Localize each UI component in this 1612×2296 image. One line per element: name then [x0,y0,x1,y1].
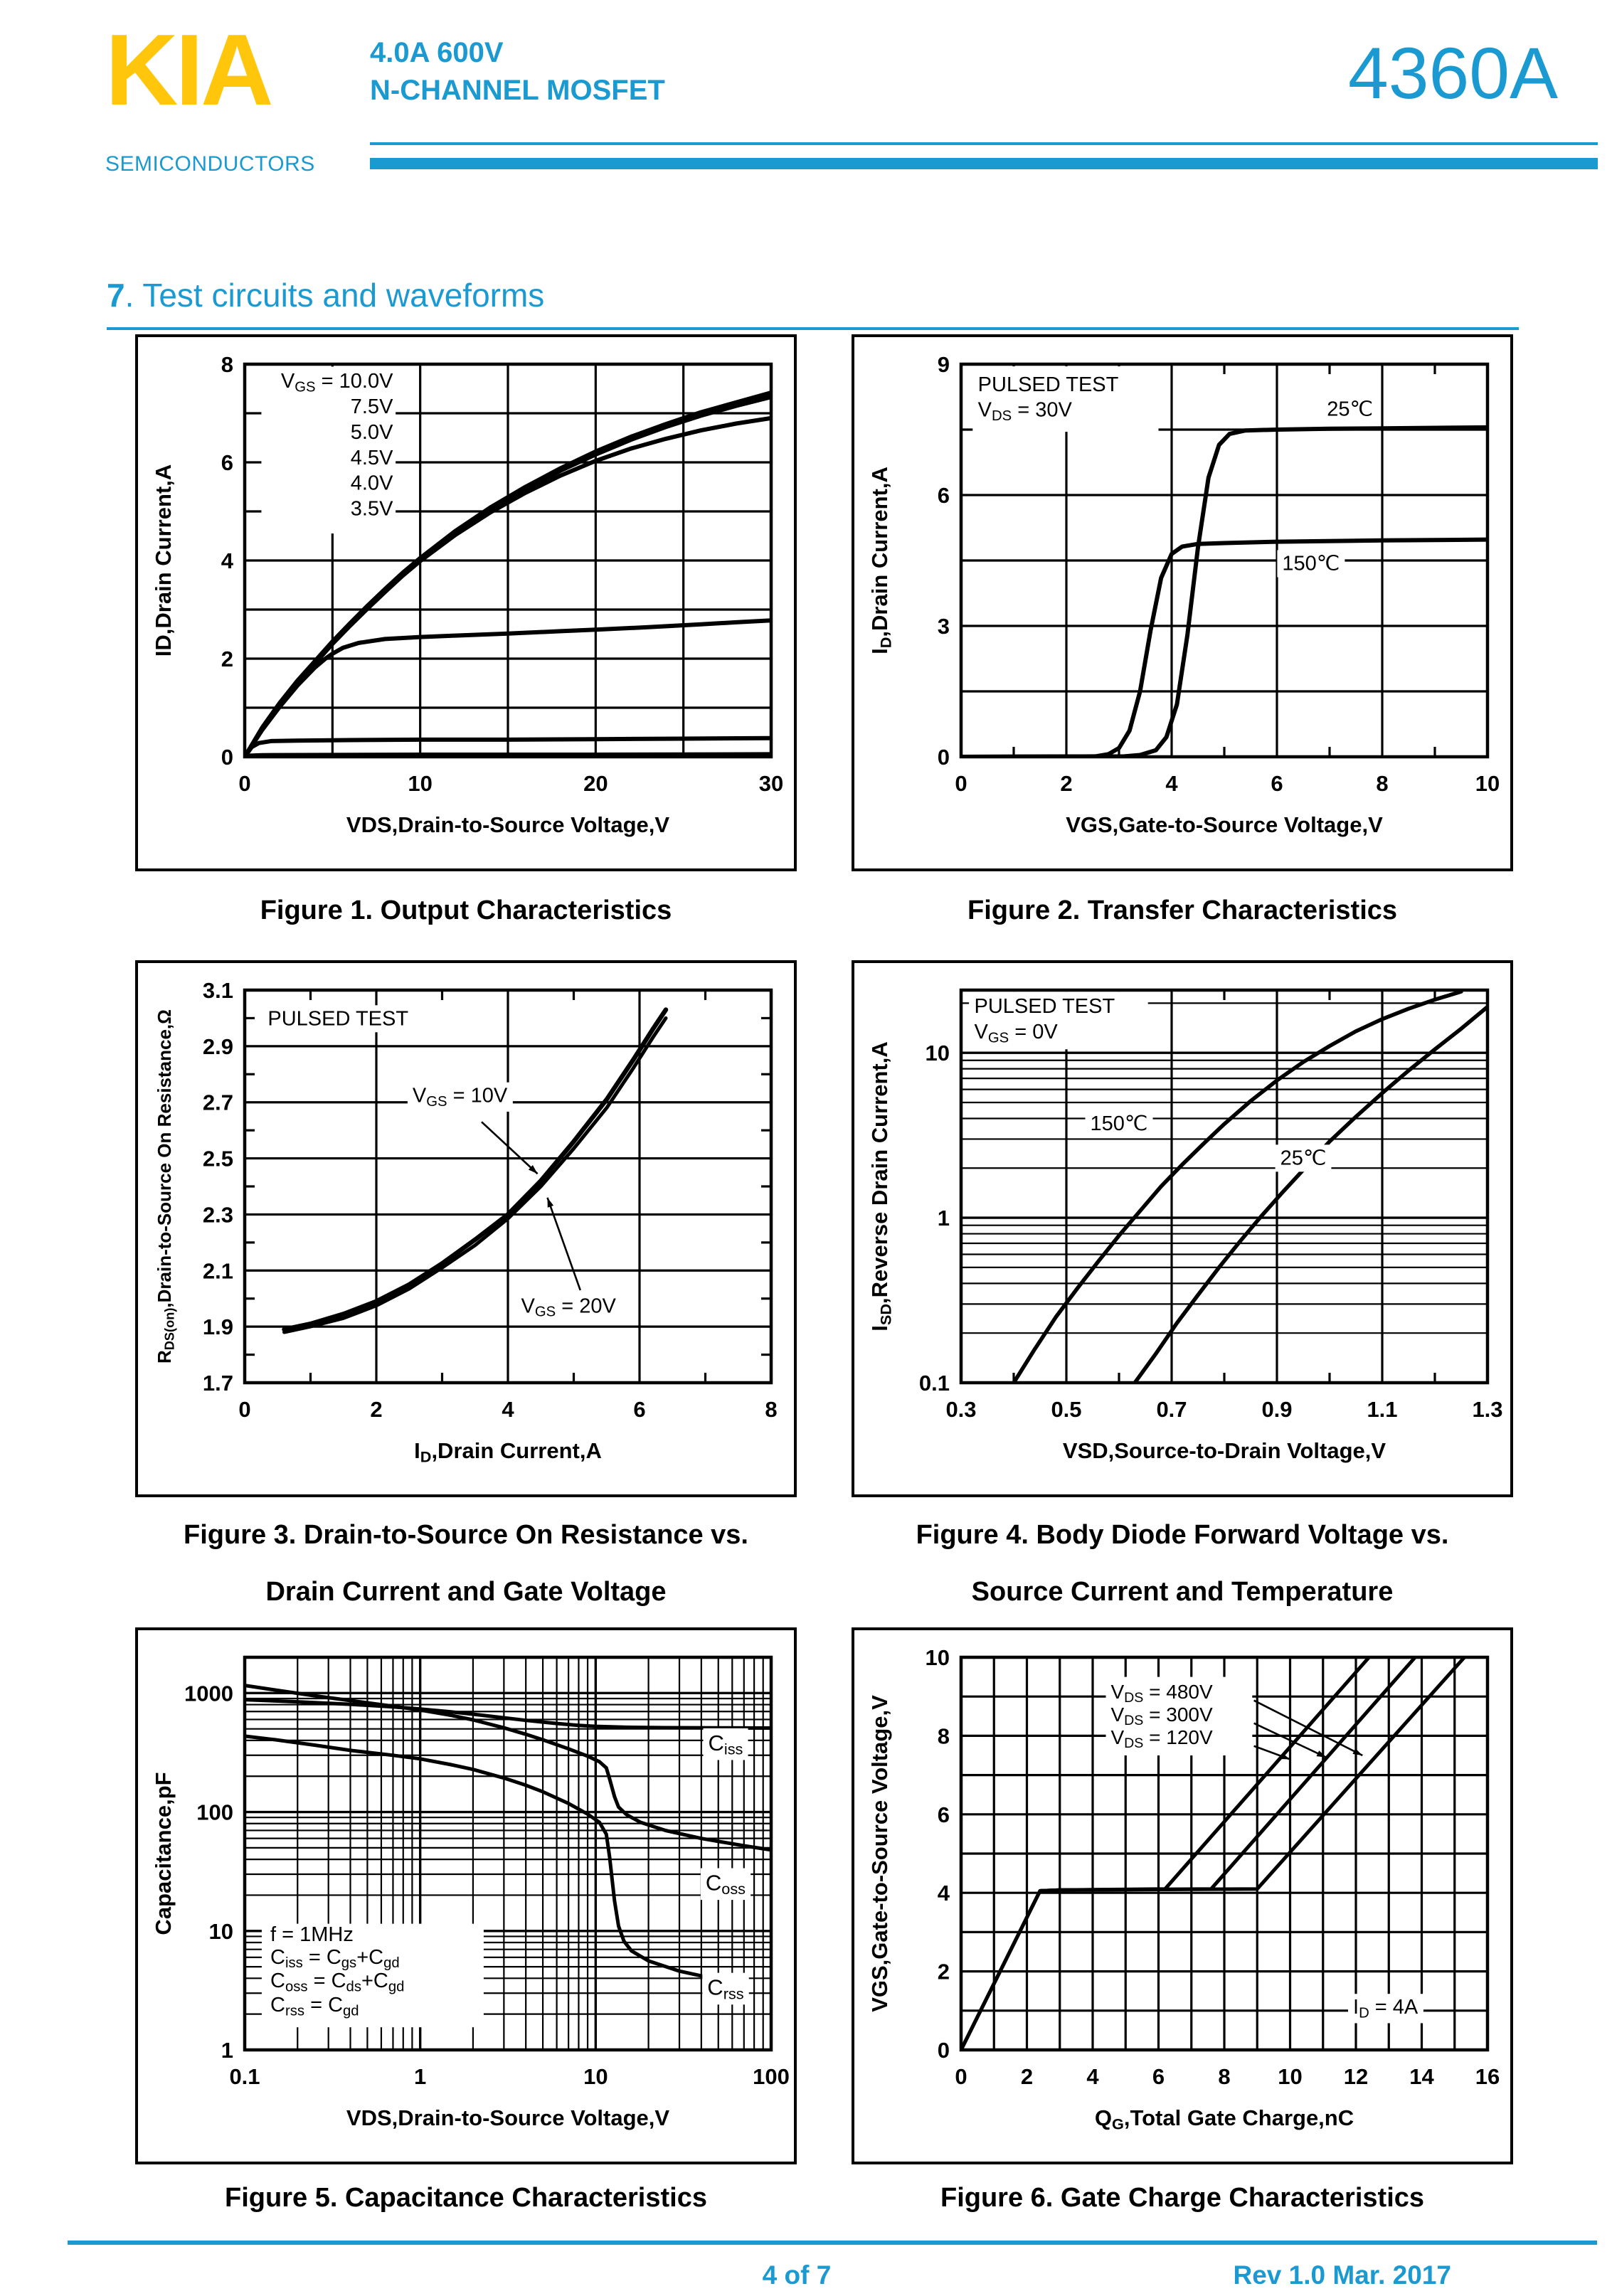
svg-text:8: 8 [1376,771,1389,796]
svg-text:1.9: 1.9 [202,1314,233,1340]
svg-text:150℃: 150℃ [1282,552,1340,575]
svg-text:2: 2 [221,647,233,671]
svg-text:4: 4 [1086,2064,1099,2089]
svg-text:7.5V: 7.5V [350,395,393,418]
svg-text:6: 6 [1152,2064,1165,2089]
figure-4-box [852,960,1513,1497]
svg-text:2: 2 [937,1959,950,1984]
svg-text:PULSED TEST: PULSED TEST [974,994,1115,1018]
svg-text:ISD,Reverse Drain Current,A: ISD,Reverse Drain Current,A [867,1041,895,1332]
svg-text:100: 100 [753,2064,790,2089]
svg-text:VGS = 10.0V: VGS = 10.0V [280,370,393,395]
svg-text:14: 14 [1409,2064,1434,2089]
svg-text:f = 1MHz: f = 1MHz [270,1923,354,1947]
figure-1-caption: Figure 1. Output Characteristics [260,895,672,925]
svg-text:0.7: 0.7 [1156,1397,1187,1422]
svg-text:1.3: 1.3 [1472,1397,1503,1422]
svg-text:10: 10 [208,1918,233,1944]
header-rule-thick [370,158,1598,169]
figure-1-output-characteristics-chart [138,337,794,868]
svg-text:0.1: 0.1 [229,2064,260,2089]
svg-text:4: 4 [221,548,233,573]
svg-text:6: 6 [937,483,950,508]
figure-5-capacitance-chart [138,1630,794,2162]
svg-text:QG,Total Gate Charge,nC: QG,Total Gate Charge,nC [1094,2105,1354,2133]
product-title [370,34,665,110]
svg-text:16: 16 [1475,2064,1500,2089]
svg-text:0.5: 0.5 [1051,1397,1082,1422]
svg-text:2: 2 [370,1397,383,1422]
svg-text:Ciss = Cgs+Cgd: Ciss = Cgs+Cgd [270,1945,400,1972]
svg-text:4: 4 [1165,771,1178,796]
figure-6-gate-charge-chart [854,1630,1510,2162]
svg-text:Coss: Coss [705,1870,746,1898]
svg-text:12: 12 [1343,2064,1369,2089]
svg-text:PULSED TEST: PULSED TEST [267,1007,409,1031]
section-heading [107,276,544,314]
svg-text:ID = 4A: ID = 4A [1353,1996,1419,2021]
svg-text:4: 4 [937,1881,950,1906]
svg-text:VGS,Gate-to-Source Voltage,V: VGS,Gate-to-Source Voltage,V [1066,812,1383,837]
svg-text:Crss: Crss [707,1975,744,2003]
svg-text:4.0V: 4.0V [350,472,393,495]
svg-text:10: 10 [408,771,433,796]
svg-text:100: 100 [196,1800,233,1825]
svg-text:10: 10 [1475,771,1500,796]
figure-3-caption-line2: Drain Current and Gate Voltage [265,1577,667,1607]
svg-text:0.3: 0.3 [945,1397,977,1422]
svg-text:PULSED TEST: PULSED TEST [977,373,1119,397]
figure-3-rdson-chart [138,963,794,1494]
svg-text:0.9: 0.9 [1261,1397,1293,1422]
header-rule-thin [370,142,1598,145]
svg-text:VGS = 20V: VGS = 20V [521,1295,616,1320]
figure-2-box [852,334,1513,871]
svg-text:8: 8 [765,1397,778,1422]
svg-text:1: 1 [937,1206,950,1231]
svg-text:150℃: 150℃ [1090,1112,1148,1135]
figure-5-box [135,1627,797,2164]
figure-3-caption [135,1506,797,1620]
product-title-line1: 4.0A 600V [370,37,504,68]
figure-3-caption-line1: Figure 3. Drain-to-Source On Resistance vs. [184,1520,748,1550]
svg-text:2.1: 2.1 [202,1258,233,1284]
footer-rule [68,2241,1597,2245]
svg-text:0: 0 [238,1397,251,1422]
svg-text:8: 8 [221,352,233,377]
figure-4-caption [852,1506,1513,1620]
svg-text:25℃: 25℃ [1280,1147,1327,1170]
svg-text:RDS(on),Drain-to-Source On Res: RDS(on),Drain-to-Source On Resistance,Ω [154,1009,177,1364]
svg-text:8: 8 [1218,2064,1231,2089]
svg-text:30: 30 [758,771,784,796]
page-number: 4 of 7 [762,2260,832,2290]
svg-text:2.5: 2.5 [202,1146,233,1171]
svg-text:10: 10 [925,1041,950,1066]
svg-text:VDS,Drain-to-Source Voltage,V: VDS,Drain-to-Source Voltage,V [346,812,670,837]
section-number: 7 [107,277,125,314]
svg-text:VDS = 300V: VDS = 300V [1110,1703,1213,1729]
figure-2-transfer-characteristics-chart [854,337,1510,868]
svg-text:2: 2 [1060,771,1073,796]
svg-text:1.7: 1.7 [202,1371,233,1396]
svg-text:2: 2 [1020,2064,1034,2089]
figure-4-caption-line2: Source Current and Temperature [971,1577,1394,1607]
section-underline [107,327,1519,330]
svg-text:1000: 1000 [184,1681,233,1706]
svg-text:VSD,Source-to-Drain Voltage,V: VSD,Source-to-Drain Voltage,V [1062,1438,1386,1463]
svg-text:VGS = 0V: VGS = 0V [974,1021,1058,1046]
svg-text:1: 1 [221,2038,233,2063]
svg-text:ID,Drain Current,A: ID,Drain Current,A [867,467,895,654]
svg-text:1.1: 1.1 [1367,1397,1398,1422]
svg-text:VGS = 10V: VGS = 10V [412,1084,508,1110]
svg-text:10: 10 [583,2064,608,2089]
svg-text:0.1: 0.1 [918,1371,950,1396]
svg-text:Ciss: Ciss [708,1730,743,1758]
svg-text:3.5V: 3.5V [350,497,393,521]
svg-text:6: 6 [937,1802,950,1827]
svg-text:0: 0 [955,771,967,796]
figure-2-caption: Figure 2. Transfer Characteristics [967,895,1398,925]
svg-text:9: 9 [937,352,950,377]
figure-3-box [135,960,797,1497]
svg-text:25℃: 25℃ [1327,398,1374,421]
svg-text:20: 20 [583,771,608,796]
svg-text:4: 4 [502,1397,514,1422]
section-title-text: . Test circuits and waveforms [124,277,545,314]
svg-text:6: 6 [633,1397,646,1422]
revision: Rev 1.0 Mar. 2017 [1233,2260,1451,2290]
svg-text:1: 1 [414,2064,427,2089]
svg-text:VDS = 30V: VDS = 30V [977,398,1072,424]
svg-text:Crss = Cgd: Crss = Cgd [270,1994,359,2019]
svg-text:2.3: 2.3 [202,1202,233,1228]
svg-text:5.0V: 5.0V [350,420,393,444]
svg-text:4.5V: 4.5V [350,446,393,469]
svg-text:0: 0 [221,745,233,770]
figure-5-caption: Figure 5. Capacitance Characteristics [225,2183,707,2213]
product-title-line2: N-CHANNEL MOSFET [370,75,665,106]
svg-text:0: 0 [937,745,950,770]
svg-text:VDS = 480V: VDS = 480V [1110,1680,1213,1706]
svg-text:VDS,Drain-to-Source Voltage,V: VDS,Drain-to-Source Voltage,V [346,2105,670,2130]
svg-text:Capacitance,pF: Capacitance,pF [151,1772,176,1935]
svg-text:6: 6 [1271,771,1283,796]
figure-6-box [852,1627,1513,2164]
part-number: 4360A [1348,33,1558,114]
svg-text:VDS = 120V: VDS = 120V [1110,1726,1213,1752]
svg-text:0: 0 [937,2038,950,2063]
figure-6-caption: Figure 6. Gate Charge Characteristics [940,2183,1425,2213]
svg-text:Coss = Cds+Cgd: Coss = Cds+Cgd [270,1970,405,1995]
logo-subtitle: SEMICONDUCTORS [105,152,315,176]
svg-text:0: 0 [238,771,251,796]
figure-4-caption-line1: Figure 4. Body Diode Forward Voltage vs. [916,1520,1449,1550]
svg-text:3: 3 [937,614,950,639]
svg-text:6: 6 [221,450,233,475]
svg-text:10: 10 [925,1645,950,1670]
svg-text:3.1: 3.1 [202,978,233,1003]
figure-4-body-diode-chart [854,963,1510,1494]
svg-text:8: 8 [937,1723,950,1749]
figure-1-box [135,334,797,871]
svg-text:VGS,Gate-to-Source Voltage,V: VGS,Gate-to-Source Voltage,V [867,1695,892,2012]
svg-text:ID,Drain Current,A: ID,Drain Current,A [414,1438,602,1466]
svg-text:2.7: 2.7 [202,1090,233,1115]
svg-text:10: 10 [1278,2064,1303,2089]
svg-text:2.9: 2.9 [202,1033,233,1059]
kia-logo: KIA [105,14,271,127]
svg-text:ID,Drain Current,A: ID,Drain Current,A [151,464,176,657]
svg-text:0: 0 [955,2064,967,2089]
